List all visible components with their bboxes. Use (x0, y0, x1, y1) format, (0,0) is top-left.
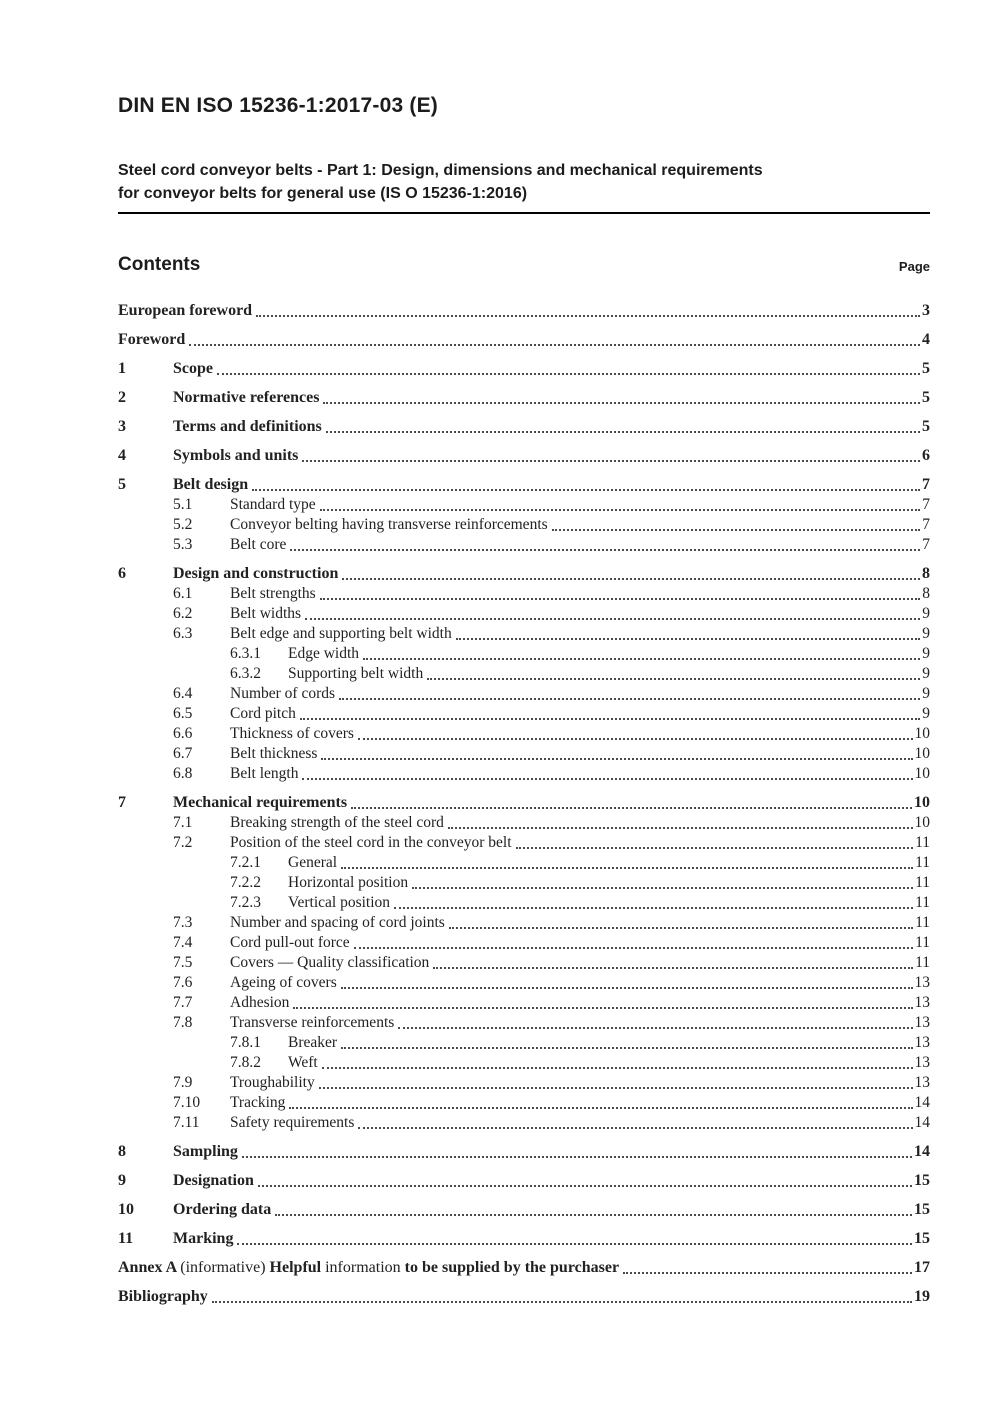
toc-entry-page: 10 (914, 814, 930, 831)
toc-entry-number: 10 (118, 1201, 134, 1218)
toc-entry-label: Belt thickness (230, 745, 318, 762)
toc-entry (118, 1200, 930, 1220)
toc-entry-label: Cord pitch (230, 705, 296, 722)
toc-entry-number: 2 (118, 389, 126, 406)
toc-entry-label: Belt length (230, 765, 299, 782)
toc-entry-label: Transverse reinforcements (230, 1014, 395, 1031)
toc-entry-number: 6.7 (173, 745, 193, 762)
dot-leader (256, 301, 920, 317)
toc-entry-label: Sampling (173, 1143, 238, 1160)
dot-leader (351, 793, 912, 809)
toc-entry-number: 6.1 (173, 585, 193, 602)
toc-entry (118, 535, 930, 555)
toc-entry-label-segment: Helpful (269, 1259, 326, 1276)
toc-entry (118, 644, 930, 664)
toc-entry-label: Ageing of covers (230, 974, 337, 991)
toc-entry-label: Number and spacing of cord joints (230, 914, 445, 931)
toc-entry-page: 5 (922, 389, 930, 406)
toc-entry-number: 8 (118, 1143, 126, 1160)
toc-entry (118, 813, 930, 833)
document-title (118, 159, 930, 214)
toc-entry-label: Breaker (288, 1034, 338, 1051)
toc-entry-page: 13 (914, 994, 930, 1011)
toc-entry-page: 9 (922, 685, 930, 702)
toc-entry (118, 1013, 930, 1033)
toc-entry (118, 1033, 930, 1053)
toc-entry-label: Marking (173, 1230, 234, 1247)
toc-entry-label-segment: to be supplied by the purchaser (404, 1259, 620, 1276)
toc-entry (118, 475, 930, 495)
toc-entry (118, 515, 930, 535)
dot-leader (516, 833, 914, 849)
toc-entry-page: 7 (922, 476, 930, 493)
toc-entry-page: 9 (922, 625, 930, 642)
toc-entry-label: Thickness of covers (230, 725, 354, 742)
dot-leader (319, 1073, 913, 1089)
dot-leader (189, 330, 920, 346)
dot-leader (341, 1033, 912, 1049)
dot-leader (449, 913, 913, 929)
toc-entry-number: 7.4 (173, 934, 193, 951)
toc-entry-number: 6.3.1 (230, 645, 261, 662)
toc-entry-number: 3 (118, 418, 126, 435)
dot-leader (320, 495, 921, 511)
toc-entry-label: Normative references (173, 389, 320, 406)
toc-entry-page: 6 (922, 447, 930, 464)
dot-leader (212, 1287, 912, 1303)
dot-leader (358, 1113, 912, 1129)
toc-entry-label: Covers — Quality classification (230, 954, 430, 971)
toc-entry (118, 330, 930, 350)
toc-entry-label: Designation (173, 1172, 254, 1189)
toc-entry (118, 446, 930, 466)
toc-entry (118, 1053, 930, 1073)
toc-entry-label: Adhesion (230, 994, 290, 1011)
toc-entry-page: 5 (922, 360, 930, 377)
toc-list (118, 301, 930, 1307)
toc-entry-number: 6.4 (173, 685, 193, 702)
toc-entry (118, 1142, 930, 1162)
dot-leader (217, 359, 920, 375)
dot-leader (323, 388, 920, 404)
toc-entry-page: 13 (914, 974, 930, 991)
toc-entry-label: Edge width (288, 645, 360, 662)
toc-entry-page: 5 (922, 418, 930, 435)
toc-entry (118, 1073, 930, 1093)
toc-entry-label: Troughability (230, 1074, 315, 1091)
dot-leader (322, 1053, 913, 1069)
toc-entry-label: Cord pull-out force (230, 934, 350, 951)
toc-entry-label: Belt design (173, 476, 249, 493)
toc-entry-label: Supporting belt width (288, 665, 424, 682)
toc-entry-page: 11 (915, 894, 930, 911)
toc-entry-page: 7 (922, 496, 930, 513)
toc-entry-number: 7.6 (173, 974, 193, 991)
toc-entry-number: 4 (118, 447, 126, 464)
dot-leader (242, 1142, 912, 1158)
toc-entry-number: 7.8 (173, 1014, 193, 1031)
toc-entry-number: 5 (118, 476, 126, 493)
toc-entry-label: Design and construction (173, 565, 339, 582)
contents-header (118, 254, 930, 276)
dot-leader (448, 813, 913, 829)
toc-entry-number: 7.11 (173, 1114, 200, 1131)
dot-leader (623, 1258, 912, 1274)
toc-entry-label: Safety requirements (230, 1114, 355, 1131)
dot-leader (302, 446, 920, 462)
toc-entry-label-segment: information (325, 1259, 405, 1276)
toc-entry-page: 9 (922, 645, 930, 662)
toc-entry-page: 9 (922, 665, 930, 682)
toc-entry-label: Belt widths (230, 605, 302, 622)
dot-leader (552, 515, 921, 531)
toc-entry-label: Belt edge and supporting belt width (230, 625, 452, 642)
toc-entry-label: Bibliography (118, 1288, 208, 1305)
dot-leader (341, 973, 913, 989)
toc-entry (118, 604, 930, 624)
dot-leader (275, 1200, 912, 1216)
toc-entry (118, 388, 930, 408)
toc-entry-page: 8 (922, 585, 930, 602)
toc-entry-label: Belt core (230, 536, 287, 553)
toc-entry-number: 11 (118, 1230, 134, 1247)
toc-entry-number: 7.8.2 (230, 1054, 261, 1071)
toc-entry-page: 7 (922, 536, 930, 553)
toc-entry-number: 7.1 (173, 814, 193, 831)
toc-entry-number: 6.3.2 (230, 665, 261, 682)
toc-entry (118, 833, 930, 853)
toc-entry-page: 19 (914, 1288, 930, 1305)
toc-entry-label-segment: Annex A (118, 1259, 181, 1276)
toc-entry-label: Number of cords (230, 685, 336, 702)
dot-leader (354, 933, 913, 949)
toc-entry (118, 564, 930, 584)
toc-entry (118, 973, 930, 993)
toc-entry (118, 684, 930, 704)
toc-entry-page: 13 (914, 1014, 930, 1031)
toc-entry (118, 301, 930, 321)
dot-leader (293, 993, 912, 1009)
toc-entry-number: 5.2 (173, 516, 193, 533)
dot-leader (427, 664, 920, 680)
toc-entry-label: Standard type (230, 496, 316, 513)
toc-entry-label: Foreword (118, 331, 186, 348)
toc-entry-label: Belt strengths (230, 585, 316, 602)
dot-leader (412, 873, 913, 889)
dot-leader (394, 893, 913, 909)
toc-entry-page: 17 (914, 1259, 930, 1276)
toc-entry-page: 13 (914, 1074, 930, 1091)
toc-entry (118, 953, 930, 973)
dot-leader (305, 604, 920, 620)
toc-entry (118, 793, 930, 813)
toc-entry (118, 359, 930, 379)
toc-entry-page: 15 (914, 1201, 930, 1218)
page-column-label: Page (898, 259, 930, 274)
toc-entry-page: 15 (914, 1172, 930, 1189)
toc-entry (118, 893, 930, 913)
toc-entry-number: 7.2.1 (230, 854, 261, 871)
toc-entry-page: 9 (922, 605, 930, 622)
toc-entry (118, 873, 930, 893)
dot-leader (320, 584, 921, 600)
toc-entry-page: 9 (922, 705, 930, 722)
toc-entry (118, 744, 930, 764)
dot-leader (289, 1093, 912, 1109)
toc-entry (118, 764, 930, 784)
toc-entry-label: Breaking strength of the steel cord (230, 814, 444, 831)
toc-entry-number: 7.5 (173, 954, 193, 971)
toc-entry-label: General (288, 854, 338, 871)
toc-entry-label: Tracking (230, 1094, 286, 1111)
toc-entry-page: 11 (915, 934, 930, 951)
toc-entry-number: 1 (118, 360, 126, 377)
dot-leader (456, 624, 921, 640)
dot-leader (321, 744, 912, 760)
toc-entry-number: 7.9 (173, 1074, 193, 1091)
toc-entry-page: 13 (914, 1054, 930, 1071)
toc-entry-label: Scope (173, 360, 213, 377)
toc-entry-page: 11 (915, 954, 930, 971)
toc-entry (118, 1093, 930, 1113)
toc-entry (118, 993, 930, 1013)
toc-entry-label: Horizontal position (288, 874, 409, 891)
contents-heading: Contents (118, 254, 201, 275)
toc-entry-number: 5.3 (173, 536, 193, 553)
document-title-line2: for conveyor belts for general use (IS O 15236-1:2016) (118, 185, 528, 202)
toc-entry-page: 4 (922, 331, 930, 348)
toc-entry-number: 6.5 (173, 705, 193, 722)
toc-entry (118, 584, 930, 604)
toc-entry (118, 724, 930, 744)
toc-entry (118, 704, 930, 724)
toc-entry-page: 11 (915, 834, 930, 851)
toc-entry (118, 1258, 930, 1278)
toc-entry-page: 11 (915, 874, 930, 891)
dot-leader (258, 1171, 912, 1187)
toc-entry-page: 13 (914, 1034, 930, 1051)
toc-entry-number: 7.2 (173, 834, 193, 851)
toc-entry (118, 1113, 930, 1133)
toc-entry-page: 8 (922, 565, 930, 582)
toc-entry-number: 6.3 (173, 625, 193, 642)
toc-entry-label: Position of the steel cord in the conveyor belt (230, 834, 512, 851)
toc-entry-page: 7 (922, 516, 930, 533)
toc-entry-number: 6.6 (173, 725, 193, 742)
toc-entry-number: 5.1 (173, 496, 193, 513)
toc-entry-page: 3 (922, 302, 930, 319)
toc-entry (118, 664, 930, 684)
document-title-line1: Steel cord conveyor belts - Part 1: Design, dimensions and mechanical requirements (118, 162, 763, 179)
document-code: DIN EN ISO 15236-1:2017-03 (E) (118, 94, 438, 117)
toc-entry-label: European foreword (118, 302, 253, 319)
dot-leader (341, 853, 913, 869)
toc-entry-label (118, 1258, 619, 1278)
toc-entry-number: 6.8 (173, 765, 193, 782)
dot-leader (398, 1013, 912, 1029)
toc-entry-page: 14 (914, 1114, 930, 1131)
toc-entry-page: 11 (915, 914, 930, 931)
toc-entry-page: 15 (914, 1230, 930, 1247)
toc-entry-label: Weft (288, 1054, 318, 1071)
toc-entry-number: 7.3 (173, 914, 193, 931)
toc-entry-number: 7.8.1 (230, 1034, 261, 1051)
dot-leader (433, 953, 913, 969)
toc-entry-number: 6.2 (173, 605, 193, 622)
toc-entry (118, 933, 930, 953)
dot-leader (339, 684, 920, 700)
toc-entry-number: 7 (118, 794, 126, 811)
toc-entry-number: 7.10 (173, 1094, 201, 1111)
toc-entry-number: 7.7 (173, 994, 193, 1011)
dot-leader (302, 764, 912, 780)
toc-entry-page: 14 (914, 1143, 930, 1160)
toc-entry-label: Mechanical requirements (173, 794, 348, 811)
toc-entry-number: 6 (118, 565, 126, 582)
toc-entry-page: 10 (914, 745, 930, 762)
toc-entry-page: 11 (915, 854, 930, 871)
toc-entry-number: 7.2.2 (230, 874, 261, 891)
toc-entry-number: 7.2.3 (230, 894, 261, 911)
dot-leader (363, 644, 920, 660)
dot-leader (300, 704, 920, 720)
dot-leader (326, 417, 920, 433)
toc-entry-label-segment: (informative) (180, 1259, 270, 1276)
toc-entry-page: 14 (914, 1094, 930, 1111)
toc-entry (118, 1287, 930, 1307)
toc-entry (118, 624, 930, 644)
toc-entry (118, 417, 930, 437)
toc-entry-page: 10 (914, 794, 930, 811)
toc-entry (118, 853, 930, 873)
toc-entry-label: Terms and definitions (173, 418, 322, 435)
toc-entry (118, 495, 930, 515)
dot-leader (358, 724, 913, 740)
toc-entry (118, 1229, 930, 1249)
toc-entry (118, 913, 930, 933)
toc-entry-label: Vertical position (288, 894, 391, 911)
toc-entry-label: Symbols and units (173, 447, 299, 464)
toc-entry-number: 9 (118, 1172, 126, 1189)
toc-entry-label: Ordering data (173, 1201, 272, 1218)
toc-entry (118, 1171, 930, 1191)
toc-entry-page: 10 (914, 725, 930, 742)
dot-leader (237, 1229, 912, 1245)
dot-leader (290, 535, 920, 551)
dot-leader (252, 475, 920, 491)
toc-entry-label: Conveyor belting having transverse reinforcements (230, 516, 548, 533)
dot-leader (342, 564, 920, 580)
toc-entry-page: 10 (914, 765, 930, 782)
